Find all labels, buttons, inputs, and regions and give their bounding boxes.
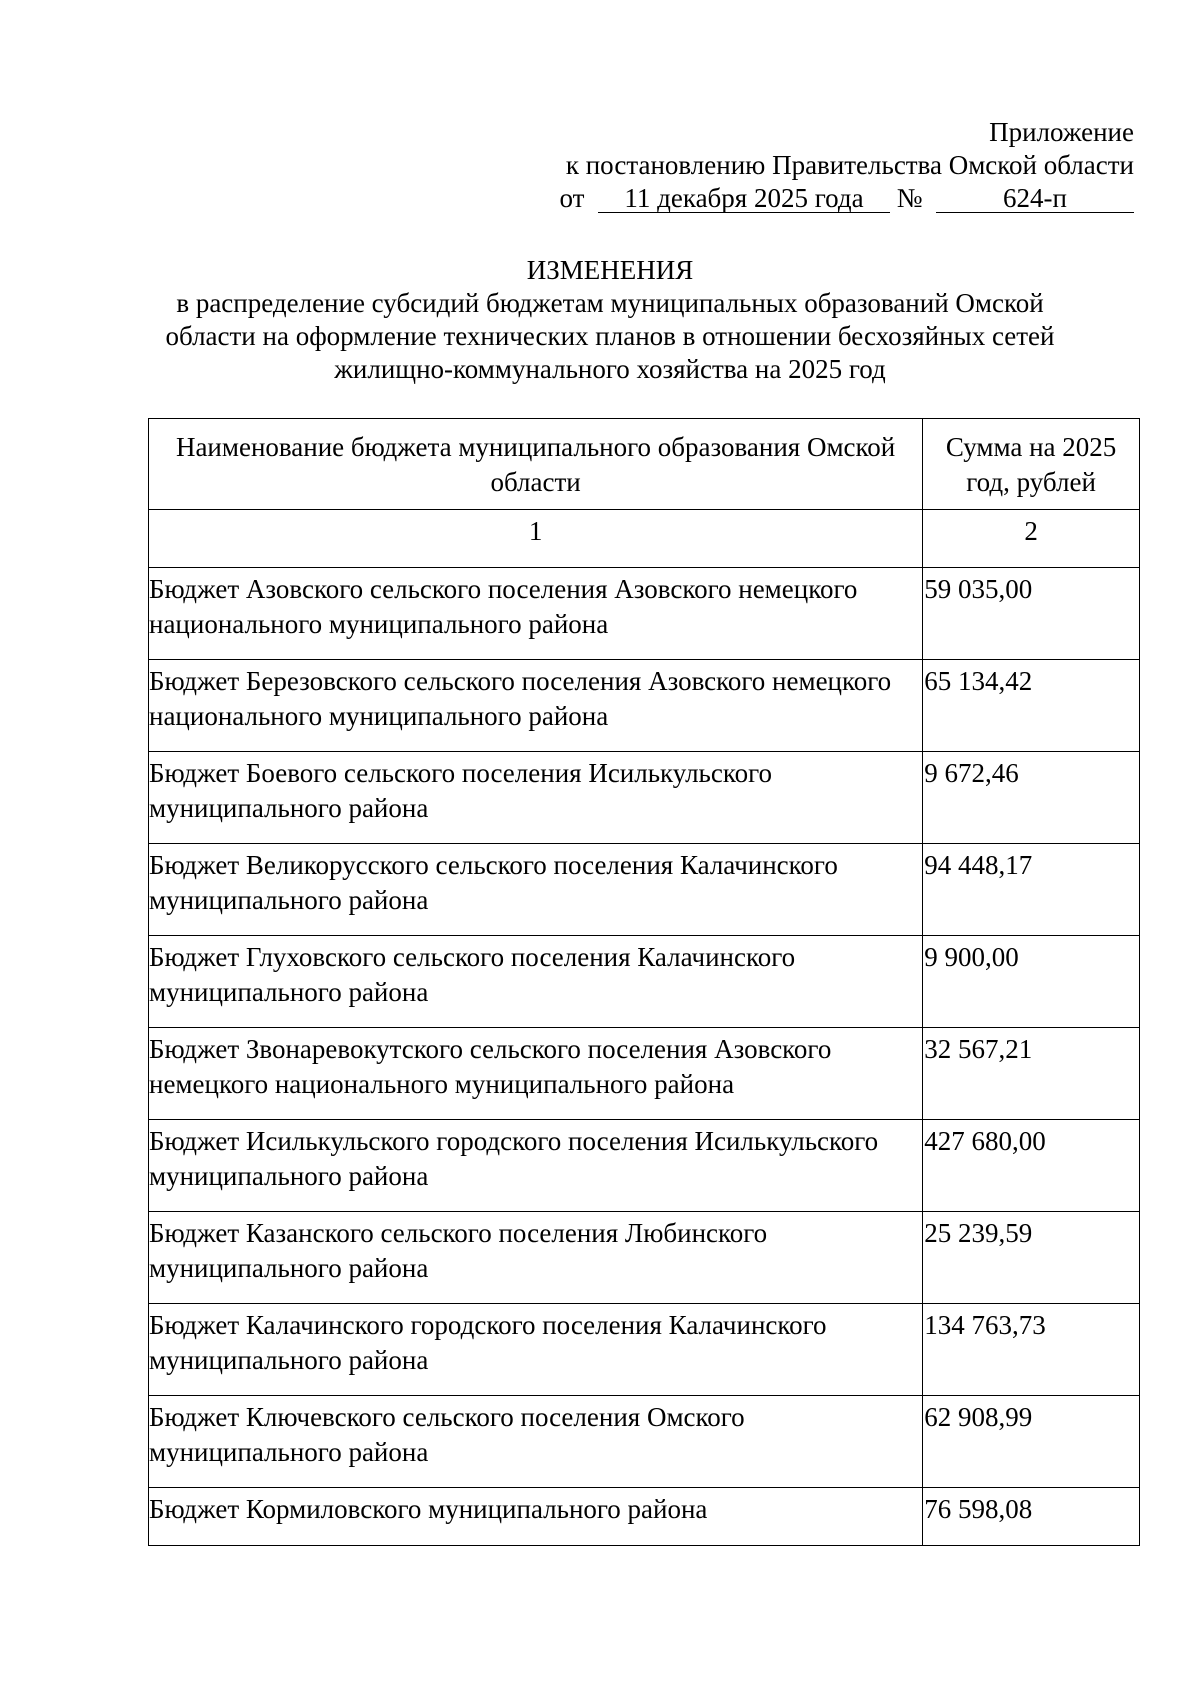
table-row bbox=[149, 844, 1140, 936]
appendix-date-line bbox=[560, 182, 1134, 215]
row-name: Бюджет Березовского сельского поселения Азовского немецкого национального муниципального района bbox=[149, 660, 923, 752]
table-row bbox=[149, 752, 1140, 844]
row-name: Бюджет Глуховского сельского поселения Калачинского муниципального района bbox=[149, 936, 923, 1028]
appendix-block bbox=[560, 116, 1134, 215]
row-sum: 59 035,00 bbox=[923, 568, 1140, 660]
number-sign: № bbox=[896, 183, 923, 213]
row-name: Бюджет Калачинского городского поселения Калачинского муниципального района bbox=[149, 1304, 923, 1396]
table-row bbox=[149, 1028, 1140, 1120]
column-number-2: 2 bbox=[923, 510, 1140, 568]
table-row bbox=[149, 1212, 1140, 1304]
row-sum: 32 567,21 bbox=[923, 1028, 1140, 1120]
row-sum: 65 134,42 bbox=[923, 660, 1140, 752]
row-name: Бюджет Исилькульского городского поселения Исилькульского муниципального района bbox=[149, 1120, 923, 1212]
decree-number: 624-п bbox=[936, 184, 1134, 213]
table-header-row bbox=[149, 419, 1140, 510]
table-row bbox=[149, 568, 1140, 660]
row-sum: 62 908,99 bbox=[923, 1396, 1140, 1488]
column-number-1: 1 bbox=[149, 510, 923, 568]
row-name: Бюджет Звонаревокутского сельского поселения Азовского немецкого национального муниципального района bbox=[149, 1028, 923, 1120]
appendix-label: Приложение bbox=[989, 117, 1134, 147]
row-sum: 9 672,46 bbox=[923, 752, 1140, 844]
header-name: Наименование бюджета муниципального образования Омской области bbox=[149, 419, 923, 510]
column-number-row bbox=[149, 510, 1140, 568]
row-sum: 76 598,08 bbox=[923, 1488, 1140, 1546]
row-name: Бюджет Ключевского сельского поселения Омского муниципального района bbox=[149, 1396, 923, 1488]
row-sum: 427 680,00 bbox=[923, 1120, 1140, 1212]
row-sum: 25 239,59 bbox=[923, 1212, 1140, 1304]
subsidy-table bbox=[148, 418, 1140, 1546]
table-row bbox=[149, 1304, 1140, 1396]
table-row bbox=[149, 1488, 1140, 1546]
document-subtitle: в распределение субсидий бюджетам муниципальных образований Омской области на оформление технических планов в отношении бесхозяйных сетей жилищно-коммунального хозяйства на 2025 год bbox=[165, 288, 1055, 384]
row-name: Бюджет Великорусского сельского поселения Калачинского муниципального района bbox=[149, 844, 923, 936]
row-name: Бюджет Боевого сельского поселения Исилькульского муниципального района bbox=[149, 752, 923, 844]
table-row bbox=[149, 1396, 1140, 1488]
header-sum: Сумма на 2025 год, рублей bbox=[923, 419, 1140, 510]
row-sum: 9 900,00 bbox=[923, 936, 1140, 1028]
document-heading: ИЗМЕНЕНИЯ bbox=[526, 255, 694, 285]
row-name: Бюджет Казанского сельского поселения Любинского муниципального района bbox=[149, 1212, 923, 1304]
table-row bbox=[149, 936, 1140, 1028]
document-title-block bbox=[150, 254, 1070, 386]
row-name: Бюджет Кормиловского муниципального района bbox=[149, 1488, 923, 1546]
row-sum: 134 763,73 bbox=[923, 1304, 1140, 1396]
date-prefix: от bbox=[559, 183, 585, 213]
row-name: Бюджет Азовского сельского поселения Азовского немецкого национального муниципального района bbox=[149, 568, 923, 660]
table-row bbox=[149, 660, 1140, 752]
decree-date: 11 декабря 2025 года bbox=[598, 184, 890, 213]
row-sum: 94 448,17 bbox=[923, 844, 1140, 936]
appendix-reference: к постановлению Правительства Омской области bbox=[565, 150, 1134, 180]
table-row bbox=[149, 1120, 1140, 1212]
